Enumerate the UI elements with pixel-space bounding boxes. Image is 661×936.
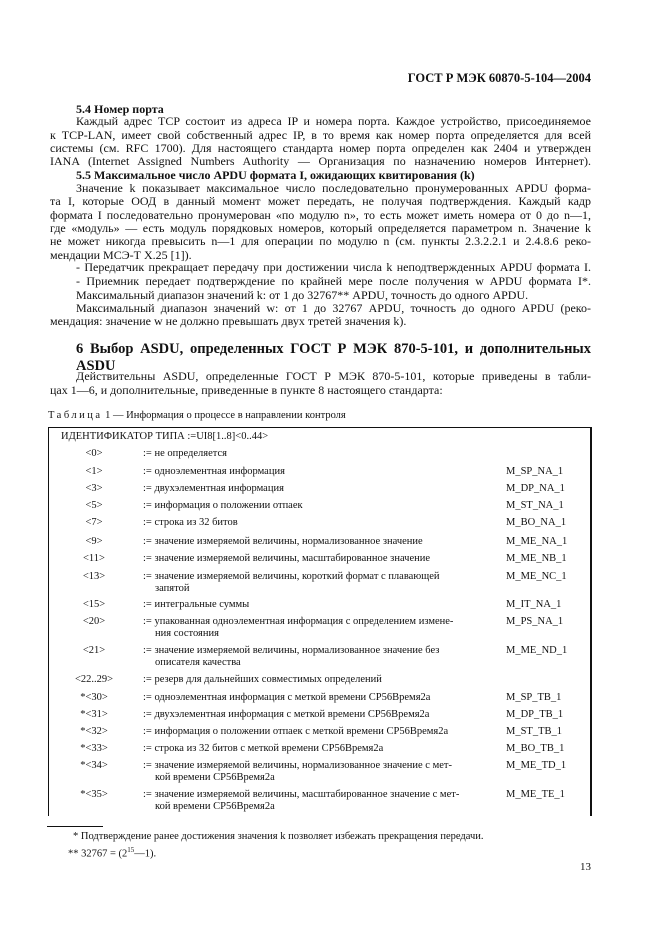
type-description: := резерв для дальнейших совместимых определений <box>143 674 382 685</box>
para-line: Каждый адрес TCP состоит из адреса IP и номера порта. Каждое устройство, присоединяемое <box>76 114 591 128</box>
type-description: кой времени CP56Время2а <box>155 772 275 783</box>
footnote-2-tail: —1). <box>134 848 157 860</box>
type-description: := значение измеряемой величины, короткий формат с плавающей <box>143 571 440 582</box>
para-line: та I, которые ООД в данный момент может передать, не получая подтверждения. Каждый кадр <box>50 194 591 208</box>
type-mnemonic: M_BO_TB_1 <box>506 743 565 754</box>
type-code: <9> <box>85 536 103 547</box>
type-description: := интегральные суммы <box>143 599 250 610</box>
para-line: Значение k показывает максимальное число последовательно пронумерованных APDU форма- <box>76 181 591 195</box>
type-description: запятой <box>155 583 190 594</box>
para-line: мендация: значение w не должно превышать двух третей значения k). <box>50 314 407 328</box>
type-identifier-table <box>48 427 592 816</box>
type-mnemonic: M_DP_TB_1 <box>506 709 564 720</box>
type-code: <3> <box>85 483 103 494</box>
para-line: цах 1—6, и дополнительные, приведенные в пункте 8 настоящего стандарта: <box>50 383 443 397</box>
type-code: *<32> <box>80 726 108 737</box>
type-description: ния состояния <box>155 628 219 639</box>
type-code: *<30> <box>80 692 108 703</box>
type-mnemonic: M_ME_TE_1 <box>506 789 565 800</box>
type-description: := двухэлементная информация <box>143 483 284 494</box>
type-code: <1> <box>85 466 103 477</box>
type-code: <22..29> <box>74 674 114 685</box>
type-code: <21> <box>82 645 106 656</box>
type-mnemonic: M_SP_NA_1 <box>506 466 564 477</box>
type-mnemonic: M_ME_NB_1 <box>506 553 567 564</box>
type-code: *<31> <box>80 709 108 720</box>
type-description: := строка из 32 битов с меткой времени CP56Время2а <box>143 743 384 754</box>
type-code: *<34> <box>80 760 108 771</box>
document-header: ГОСТ Р МЭК 60870-5-104—2004 <box>407 71 591 85</box>
type-mnemonic: M_BO_NA_1 <box>506 517 567 528</box>
type-description: := значение измеряемой величины, нормализованное значение с мет- <box>143 760 452 771</box>
footnote-2-text: ** 32767 = (2 <box>68 848 128 860</box>
type-description: кой времени CP56Время2а <box>155 801 275 812</box>
heading-6-line: 6 Выбор ASDU, определенных ГОСТ Р МЭК 870-5-101, и дополнительных ASDU <box>76 340 591 374</box>
list-item-line: - Приемник передает подтверждение по крайней мере после получения w APDU формата I*. <box>76 274 591 288</box>
type-code: *<33> <box>80 743 108 754</box>
type-mnemonic: M_IT_NA_1 <box>506 599 562 610</box>
para-line: Максимальный диапазон значений w: от 1 до 32767 APDU, точность до одного APDU (реко- <box>76 301 591 315</box>
type-code: <15> <box>82 599 106 610</box>
table-caption-prefix: Таблица <box>48 410 103 421</box>
type-mnemonic: M_ST_NA_1 <box>506 500 564 511</box>
para-line: не может никогда превысить n—1 для операции по модулю n (см. пункты 2.3.2.2.1 и 2.4.8.6 реко- <box>50 234 591 248</box>
heading-5-5-line: 5.5 Максимальное число APDU формата I, ожидающих квитирования (k) <box>76 168 475 182</box>
type-description: := упакованная одноэлементная информация с определением измене- <box>143 616 454 627</box>
type-mnemonic: M_ST_TB_1 <box>506 726 563 737</box>
type-code: *<35> <box>80 789 108 800</box>
type-code: <20> <box>82 616 106 627</box>
type-description: := информация о положении отпаек с меткой времени CP56Время2а <box>143 726 449 737</box>
type-code: <7> <box>85 517 103 528</box>
para-line: Максимальный диапазон значений k: от 1 до 32767** APDU, точность до одного APDU. <box>76 288 529 302</box>
type-description: описателя качества <box>155 657 241 668</box>
list-item-line: - Передатчик прекращает передачу при достижении числа k неподтвержденных APDU формата I. <box>76 260 591 274</box>
footnote-2-exponent: 15 <box>127 846 135 854</box>
type-description: := не определяется <box>143 448 227 459</box>
type-description: := значение измеряемой величины, нормализованное значение без <box>143 645 440 656</box>
type-code: <11> <box>83 553 105 564</box>
para-line: системы (см. RFC 1700). Для настоящего стандарта номер порта определен как 2404 и утвержден <box>50 141 591 155</box>
para-line: IANA (Internet Assigned Numbers Authority — Организация по назначению номеров Интернет). <box>50 154 591 168</box>
type-code: <5> <box>85 500 103 511</box>
table-caption <box>48 410 346 421</box>
heading-5-4-line: 5.4 Номер порта <box>76 102 164 116</box>
type-description: := одноэлементная информация с меткой времени CP56Время2а <box>143 692 431 703</box>
type-code: <13> <box>82 571 106 582</box>
type-description: := двухэлементная информация с меткой времени CP56Время2а <box>143 709 430 720</box>
para-line: мендации МСЭ-Т X.25 [1]). <box>50 248 192 262</box>
footnote-1: * Подтверждение ранее достижения значения k позволяет избежать прекращения передачи. <box>73 831 484 842</box>
type-description: := значение измеряемой величины, масштабированное значение <box>143 553 431 564</box>
footnote-2 <box>68 844 156 861</box>
type-code: <0> <box>85 448 103 459</box>
type-mnemonic: M_PS_NA_1 <box>506 616 564 627</box>
table-caption-text: 1 — Информация о процессе в направлении контроля <box>102 410 346 421</box>
para-line: Действительны ASDU, определенные ГОСТ Р МЭК 870-5-101, которые приведены в табли- <box>76 369 591 383</box>
type-description: := значение измеряемой величины, масштабированное значение с мет- <box>143 789 460 800</box>
para-line: к TCP-LAN, имеет свой собственный адрес IP, в то время как номер порта определяется для всей <box>50 128 591 142</box>
type-identifier-definition: ИДЕНТИФИКАТОР ТИПА :=UI8[1..8]<0..44> <box>61 431 269 442</box>
type-description: := одноэлементная информация <box>143 466 285 477</box>
page-number: 13 <box>580 861 591 873</box>
type-mnemonic: M_SP_TB_1 <box>506 692 562 703</box>
type-mnemonic: M_ME_NC_1 <box>506 571 567 582</box>
type-mnemonic: M_ME_TD_1 <box>506 760 567 771</box>
footnote-divider <box>47 826 103 827</box>
type-mnemonic: M_ME_NA_1 <box>506 536 568 547</box>
type-description: := информация о положении отпаек <box>143 500 303 511</box>
para-line: формата I последовательно пронумерован «по модулю n», то есть может иметь номера от 0 до n—1, <box>50 208 591 222</box>
type-mnemonic: M_DP_NA_1 <box>506 483 565 494</box>
type-description: := строка из 32 битов <box>143 517 238 528</box>
para-line: где «модуль» — есть модуль порядковых номеров, который определяется параметром n. Значение k <box>50 221 591 235</box>
type-mnemonic: M_ME_ND_1 <box>506 645 568 656</box>
type-description: := значение измеряемой величины, нормализованное значение <box>143 536 423 547</box>
